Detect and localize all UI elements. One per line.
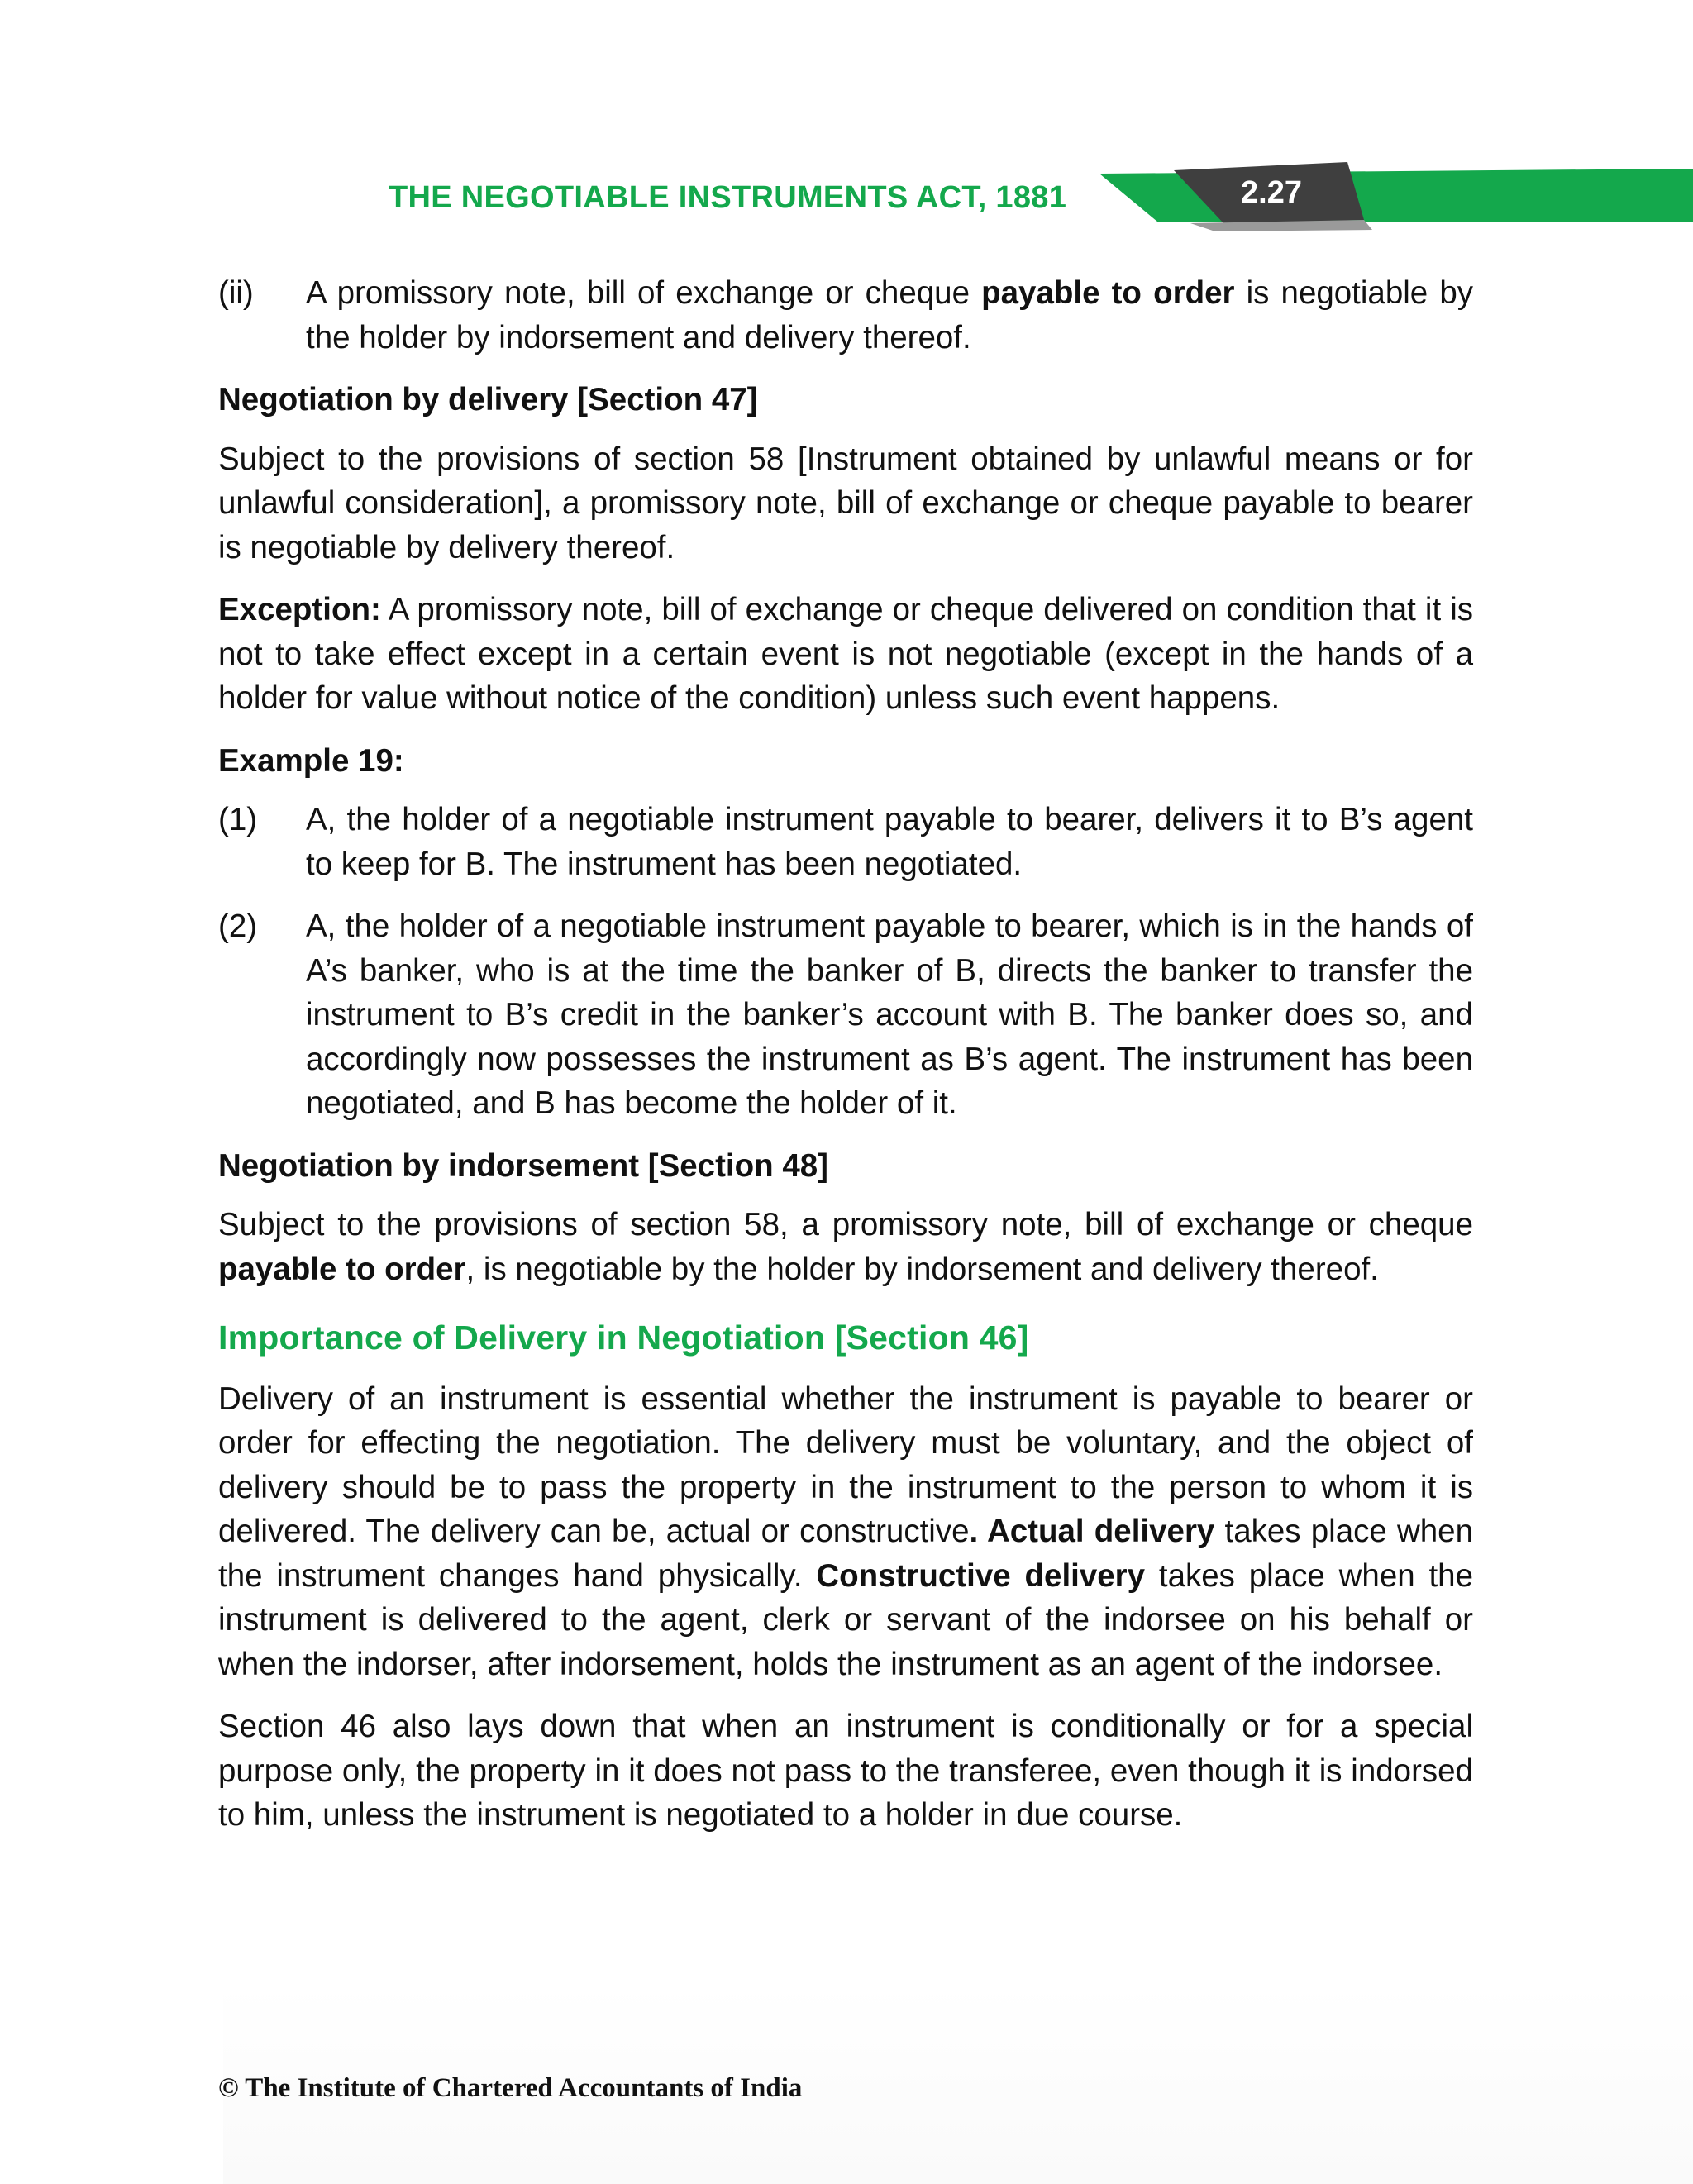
list-item-text xyxy=(306,271,1473,360)
list-item-number: (2) xyxy=(218,908,258,944)
exception-paragraph xyxy=(218,588,1473,721)
text-run: takes place when the instrument changes hand physically. xyxy=(218,1514,1473,1594)
list-item-number: (ii) xyxy=(218,275,254,311)
bold-text: Constructive delivery xyxy=(816,1557,1146,1594)
copyright-footer: © The Institute of Chartered Accountants of India xyxy=(218,2073,803,2103)
text-run: is negotiable by the holder by indorsement and delivery thereof. xyxy=(306,275,1473,355)
text-run: Delivery of an instrument is essential whether the instrument is payable to bearer or order for effecting the negotiation. The delivery must be voluntary, and the object of delivery should be to pass the property in the instrument to the person to whom it is delivered. The delivery can be, actual or constructive xyxy=(218,1380,1473,1549)
section-48-heading: Negotiation by indorsement [Section 48] xyxy=(218,1147,829,1184)
bold-text: . Actual delivery xyxy=(969,1514,1215,1549)
list-item-number: (1) xyxy=(218,802,258,837)
list-item-text: A, the holder of a negotiable instrument payable to bearer, which is in the hands of A’s banker, who is at the time the banker of B, directs the banker to transfer the instrument to B’s credit in the banker’s account with B. The banker does so, and accordingly now possesses the instrument as B’s agent. The instrument has been negotiated, and B has become the holder of it. xyxy=(306,908,1473,1121)
text-run: , is negotiable by the holder by indorsement and delivery thereof. xyxy=(465,1251,1379,1287)
section-47-heading: Negotiation by delivery [Section 47] xyxy=(218,382,758,417)
list-item-ii xyxy=(218,271,1473,360)
header-ribbon-graphic xyxy=(1099,162,1693,231)
section-48-paragraph xyxy=(218,1203,1473,1291)
section-46-paragraph-1 xyxy=(218,1377,1473,1687)
exception-text: A promissory note, bill of exchange or cheque delivered on condition that it is not to take effect except in a certain event is not negotiable (except in the hands of a holder for value without notice of the condition) unless such event happens. xyxy=(218,592,1473,716)
list-item-text: A, the holder of a negotiable instrument payable to bearer, delivers it to B’s agent to keep for B. The instrument has been negotiated. xyxy=(306,802,1473,882)
page-number: 2.27 xyxy=(1241,175,1302,210)
text-run: A promissory note, bill of exchange or cheque xyxy=(306,275,982,311)
section-46-heading: Importance of Delivery in Negotiation [Section 46] xyxy=(218,1319,1029,1357)
document-body xyxy=(218,271,1473,1856)
bold-text: payable to order xyxy=(218,1251,466,1287)
example-19-heading: Example 19: xyxy=(218,742,404,779)
section-47-paragraph: Subject to the provisions of section 58 [Instrument obtained by unlawful means or for unlawful consideration], a promissory note, bill of exchange or cheque payable to bearer is negotiable by delivery thereof. xyxy=(218,441,1473,565)
section-46-paragraph-2: Section 46 also lays down that when an instrument is conditionally or for a special purpose only, the property in it does not pass to the transferee, even though it is indorsed to him, unless the instrument is negotiated to a holder in due course. xyxy=(218,1709,1473,1833)
example-item-2 xyxy=(218,904,1473,1126)
exception-label: Exception: xyxy=(218,592,381,627)
text-run: Subject to the provisions of section 58, a promissory note, bill of exchange or cheque xyxy=(218,1207,1473,1242)
running-header-title: THE NEGOTIABLE INSTRUMENTS ACT, 1881 xyxy=(389,180,1067,215)
example-item-1 xyxy=(218,798,1473,886)
bold-text: payable to order xyxy=(981,275,1235,311)
text-run: takes place when the instrument is delivered to the agent, clerk or servant of the indorsee on his behalf or when the indorser, after indorsement, holds the instrument as an agent of the indorsee. xyxy=(218,1557,1474,1682)
